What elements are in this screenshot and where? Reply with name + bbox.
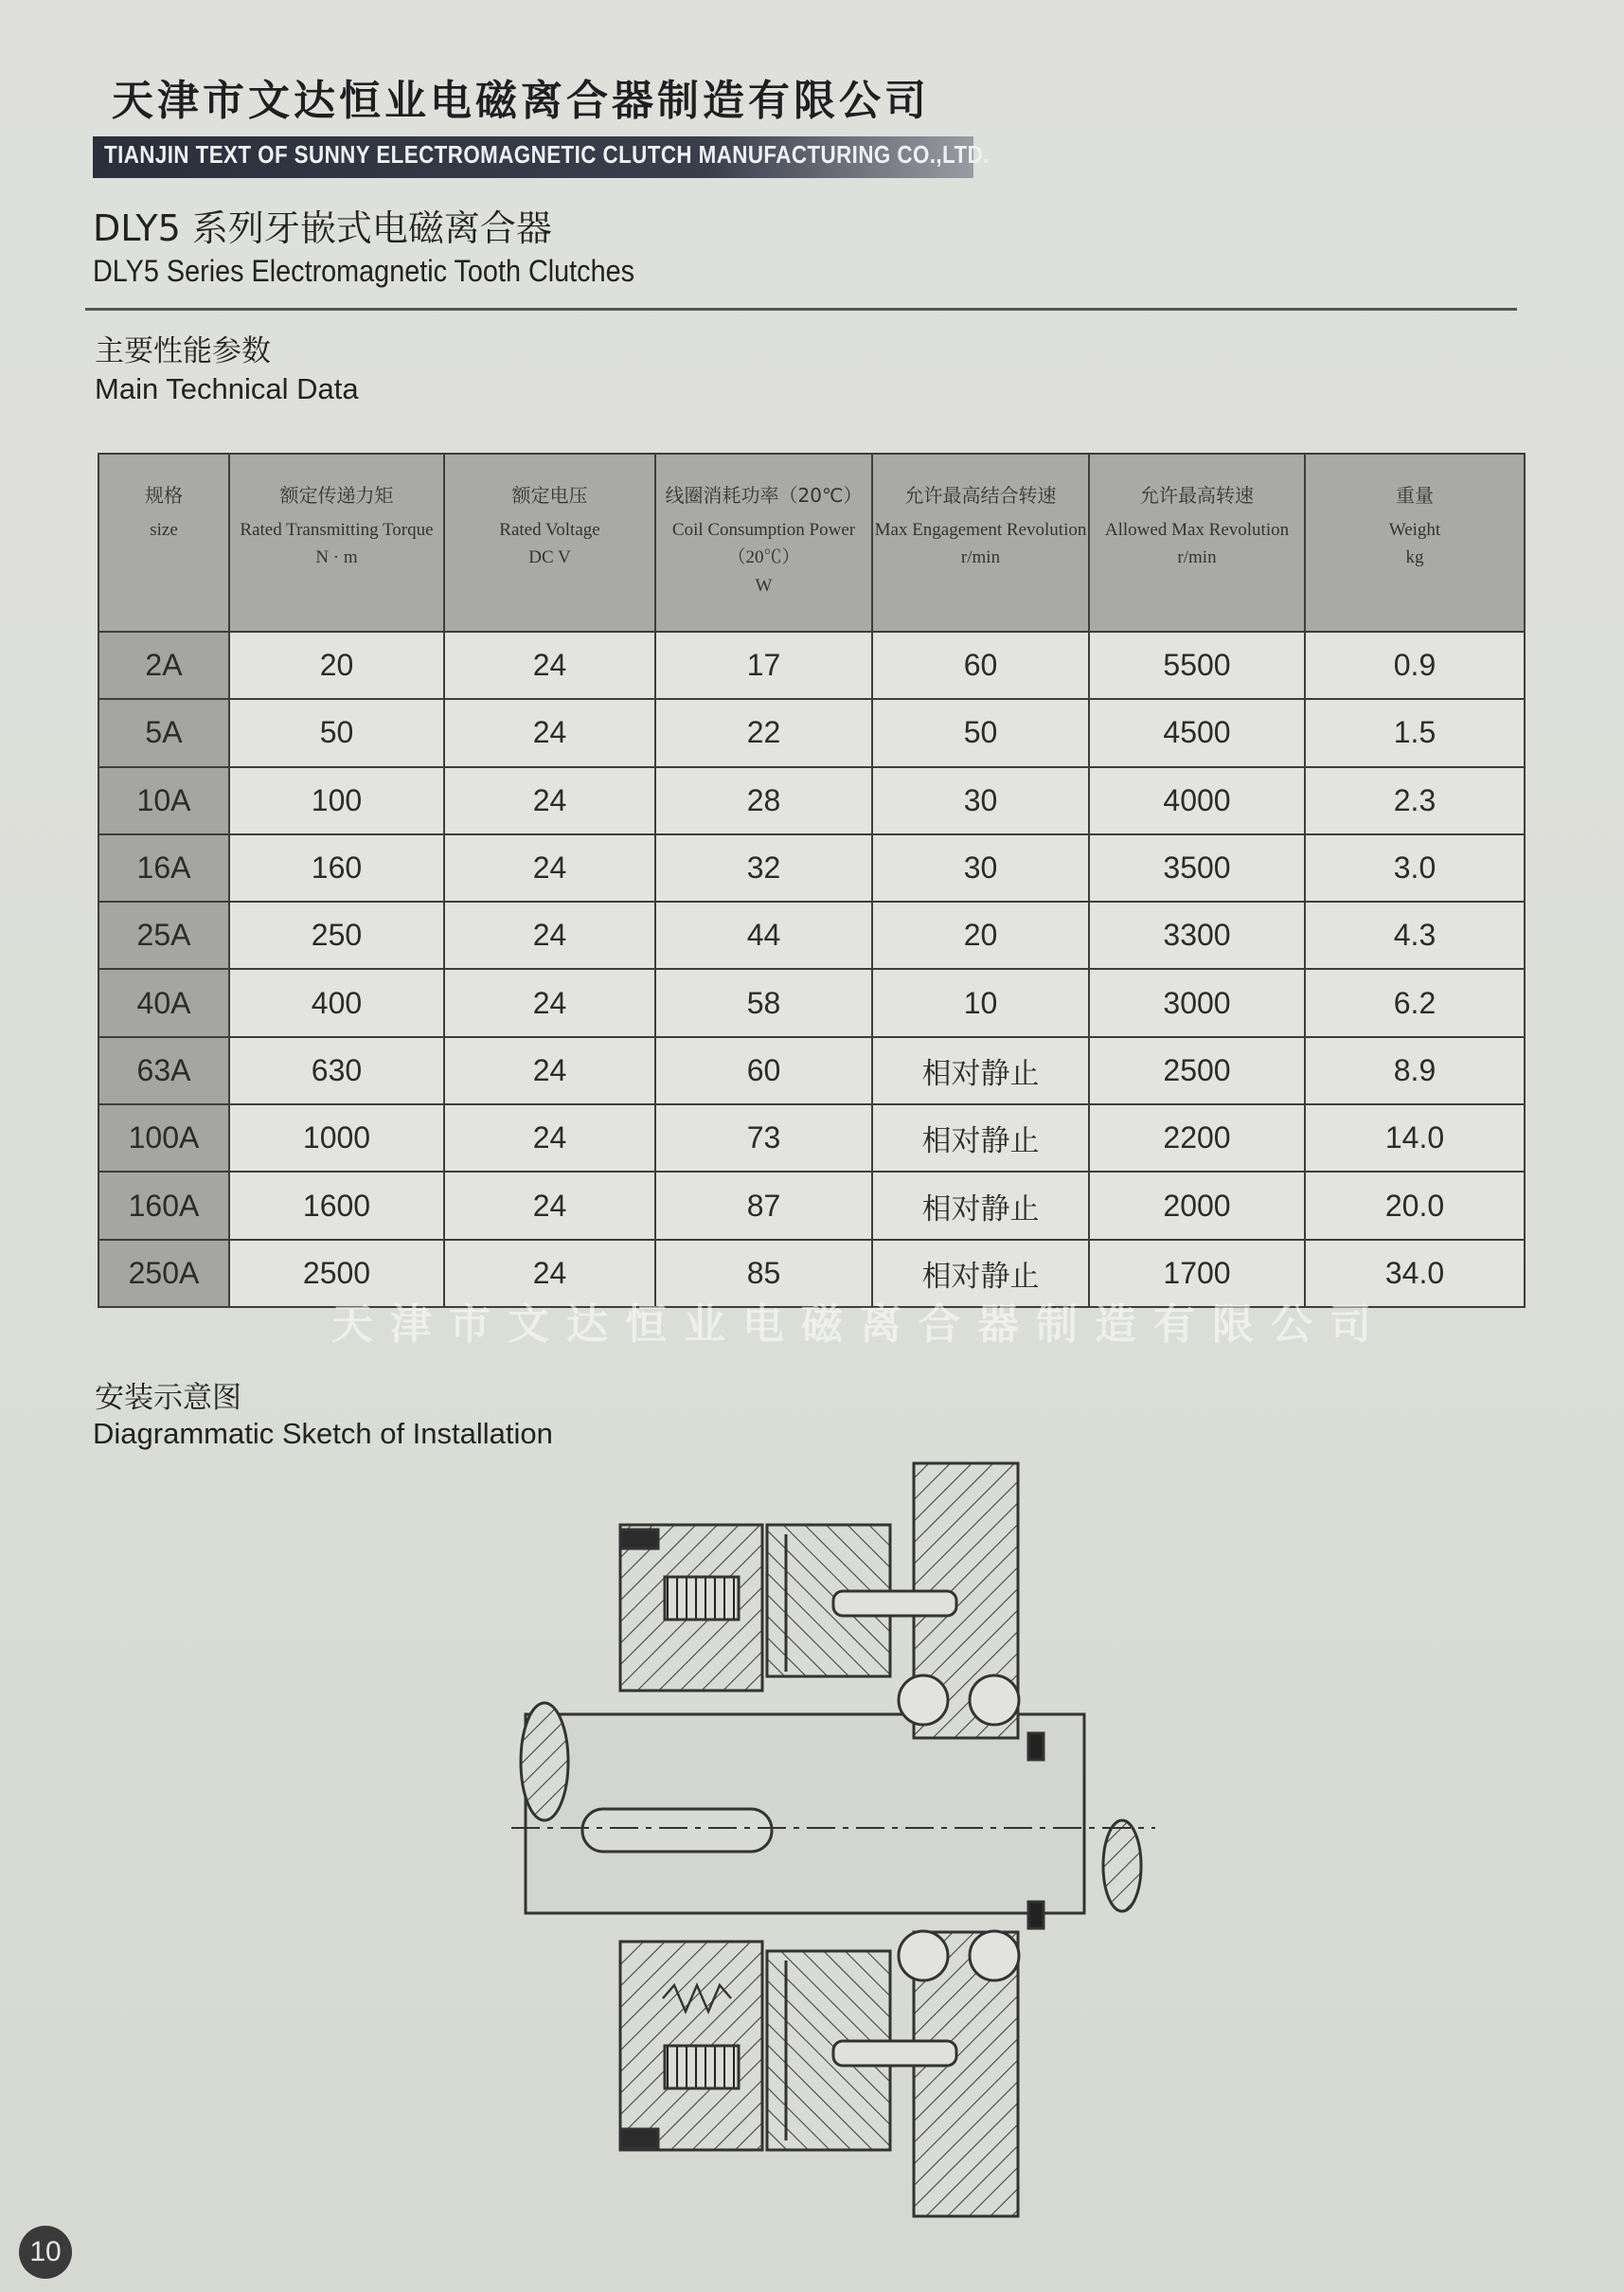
size-cell: 250A: [98, 1240, 229, 1307]
spec-section-title-cn: 主要性能参数: [95, 334, 271, 368]
install-section-title-en: Diagrammatic Sketch of Installation: [93, 1417, 553, 1450]
table-cell: 630: [229, 1037, 444, 1104]
table-header-row: [98, 454, 1525, 632]
company-name-cn: 天津市文达恒业电磁离合器制造有限公司: [112, 77, 930, 125]
header-unit: r/min: [960, 547, 1001, 568]
table-cell: 22: [655, 699, 872, 766]
size-cell: 40A: [98, 969, 229, 1036]
size-cell: 100A: [98, 1104, 229, 1172]
table-cell: 32: [655, 834, 872, 902]
header-divider: [85, 308, 1517, 311]
table-cell: 24: [444, 699, 655, 766]
table-cell: 73: [655, 1104, 872, 1172]
header-unit: N · m: [315, 547, 358, 568]
table-row: [98, 632, 1525, 699]
table-header-cell: [444, 454, 655, 632]
table-cell: 0.9: [1305, 632, 1525, 699]
spec-section-title-en: Main Technical Data: [95, 372, 359, 405]
header-unit: kg: [1405, 547, 1424, 568]
table-cell: 3300: [1089, 902, 1305, 969]
size-cell: 160A: [98, 1172, 229, 1239]
table-header-cell: [98, 454, 229, 632]
table-cell: 250: [229, 902, 444, 969]
header-label-cn: 规格: [145, 484, 183, 507]
table-cell: 相对静止: [872, 1037, 1089, 1104]
page-number: 10: [19, 2226, 72, 2279]
installation-sketch: [492, 1449, 1174, 2235]
size-cell: 63A: [98, 1037, 229, 1104]
table-cell: 20: [872, 902, 1089, 969]
header-label-cn: 允许最高转速: [1140, 484, 1254, 507]
table-cell: 10: [872, 969, 1089, 1036]
table-cell: 85: [655, 1240, 872, 1307]
table-cell: 2000: [1089, 1172, 1305, 1239]
header-label-en: Rated Transmitting Torque: [240, 520, 434, 540]
table-header-cell: [872, 454, 1089, 632]
table-cell: 30: [872, 834, 1089, 902]
table-cell: 24: [444, 767, 655, 834]
table-cell: 24: [444, 1104, 655, 1172]
table-cell: 28: [655, 767, 872, 834]
header-unit: W: [755, 575, 773, 596]
table-cell: 34.0: [1305, 1240, 1525, 1307]
table-cell: 30: [872, 767, 1089, 834]
table-header-cell: [1089, 454, 1305, 632]
table-cell: 60: [655, 1037, 872, 1104]
table-cell: 1600: [229, 1172, 444, 1239]
table-cell: 20: [229, 632, 444, 699]
table-cell: 24: [444, 902, 655, 969]
table-row: [98, 1104, 1525, 1172]
table-cell: 1.5: [1305, 699, 1525, 766]
table-cell: 14.0: [1305, 1104, 1525, 1172]
series-title-en: DLY5 Series Electromagnetic Tooth Clutches: [93, 254, 635, 288]
table-cell: 50: [872, 699, 1089, 766]
series-title-cn: DLY5 系列牙嵌式电磁离合器: [93, 207, 552, 249]
table-cell: 20.0: [1305, 1172, 1525, 1239]
table-cell: 2.3: [1305, 767, 1525, 834]
table-cell: 24: [444, 834, 655, 902]
table-cell: 24: [444, 1240, 655, 1307]
coil-bottom: [665, 2046, 739, 2088]
table-cell: 4.3: [1305, 902, 1525, 969]
header-label-cn: 允许最高结合转速: [904, 484, 1057, 507]
table-cell: 24: [444, 969, 655, 1036]
table-cell: 相对静止: [872, 1172, 1089, 1239]
size-cell: 10A: [98, 767, 229, 834]
table-cell: 50: [229, 699, 444, 766]
header-label-en: Weight: [1388, 520, 1441, 540]
table-cell: 3000: [1089, 969, 1305, 1036]
header-unit: DC V: [528, 547, 571, 568]
header-label-en: Allowed Max Revolution: [1104, 520, 1290, 540]
table-cell: 24: [444, 1037, 655, 1104]
table-cell: 4000: [1089, 767, 1305, 834]
technical-data-table: [98, 453, 1526, 1308]
table-cell: 400: [229, 969, 444, 1036]
table-cell: 3.0: [1305, 834, 1525, 902]
table-cell: 4500: [1089, 699, 1305, 766]
table-cell: 6.2: [1305, 969, 1525, 1036]
table-row: [98, 969, 1525, 1036]
watermark: 天津市文达恒业电磁离合器制造有限公司: [331, 1300, 1388, 1349]
size-cell: 2A: [98, 632, 229, 699]
table-row: [98, 1172, 1525, 1239]
header-label-en: Rated Voltage: [499, 520, 600, 540]
coil-top: [665, 1577, 739, 1620]
header-label-cn: 线圈消耗功率（20℃）: [665, 484, 863, 507]
key-slot: [582, 1809, 772, 1852]
table-header-cell: [1305, 454, 1525, 632]
table-cell: 44: [655, 902, 872, 969]
table-row: [98, 1037, 1525, 1104]
header-label-cn: 额定传递力矩: [279, 484, 394, 507]
company-name-en: TIANJIN TEXT OF SUNNY ELECTROMAGNETIC CLUTCH MANUFACTURING CO.,LTD.: [104, 140, 990, 169]
table-cell: 1700: [1089, 1240, 1305, 1307]
header-label-en: Coil Consumption Power（20℃）: [671, 520, 856, 568]
table-cell: 58: [655, 969, 872, 1036]
table-header-cell: [229, 454, 444, 632]
table-row: [98, 902, 1525, 969]
table-cell: 1000: [229, 1104, 444, 1172]
table-cell: 2200: [1089, 1104, 1305, 1172]
table-cell: 3500: [1089, 834, 1305, 902]
table-cell: 17: [655, 632, 872, 699]
table-cell: 8.9: [1305, 1037, 1525, 1104]
header-label-cn: 重量: [1396, 484, 1434, 507]
size-cell: 5A: [98, 699, 229, 766]
install-section-title-cn: 安装示意图: [95, 1381, 241, 1415]
table-row: [98, 699, 1525, 766]
header-unit: r/min: [1177, 547, 1217, 568]
table-cell: 100: [229, 767, 444, 834]
table-cell: 160: [229, 834, 444, 902]
table-cell: 2500: [1089, 1037, 1305, 1104]
table-row: [98, 767, 1525, 834]
table-cell: 24: [444, 1172, 655, 1239]
table-cell: 2500: [229, 1240, 444, 1307]
table-cell: 相对静止: [872, 1104, 1089, 1172]
size-cell: 16A: [98, 834, 229, 902]
table-cell: 相对静止: [872, 1240, 1089, 1307]
header-label-en: Max Engagement Revolution: [874, 520, 1087, 540]
table-cell: 87: [655, 1172, 872, 1239]
table-row: [98, 834, 1525, 902]
header-label-en: size: [150, 520, 178, 540]
table-cell: 60: [872, 632, 1089, 699]
table-header-cell: [655, 454, 872, 632]
table-cell: 24: [444, 632, 655, 699]
table-cell: 5500: [1089, 632, 1305, 699]
header-label-cn: 额定电压: [511, 484, 588, 507]
size-cell: 25A: [98, 902, 229, 969]
